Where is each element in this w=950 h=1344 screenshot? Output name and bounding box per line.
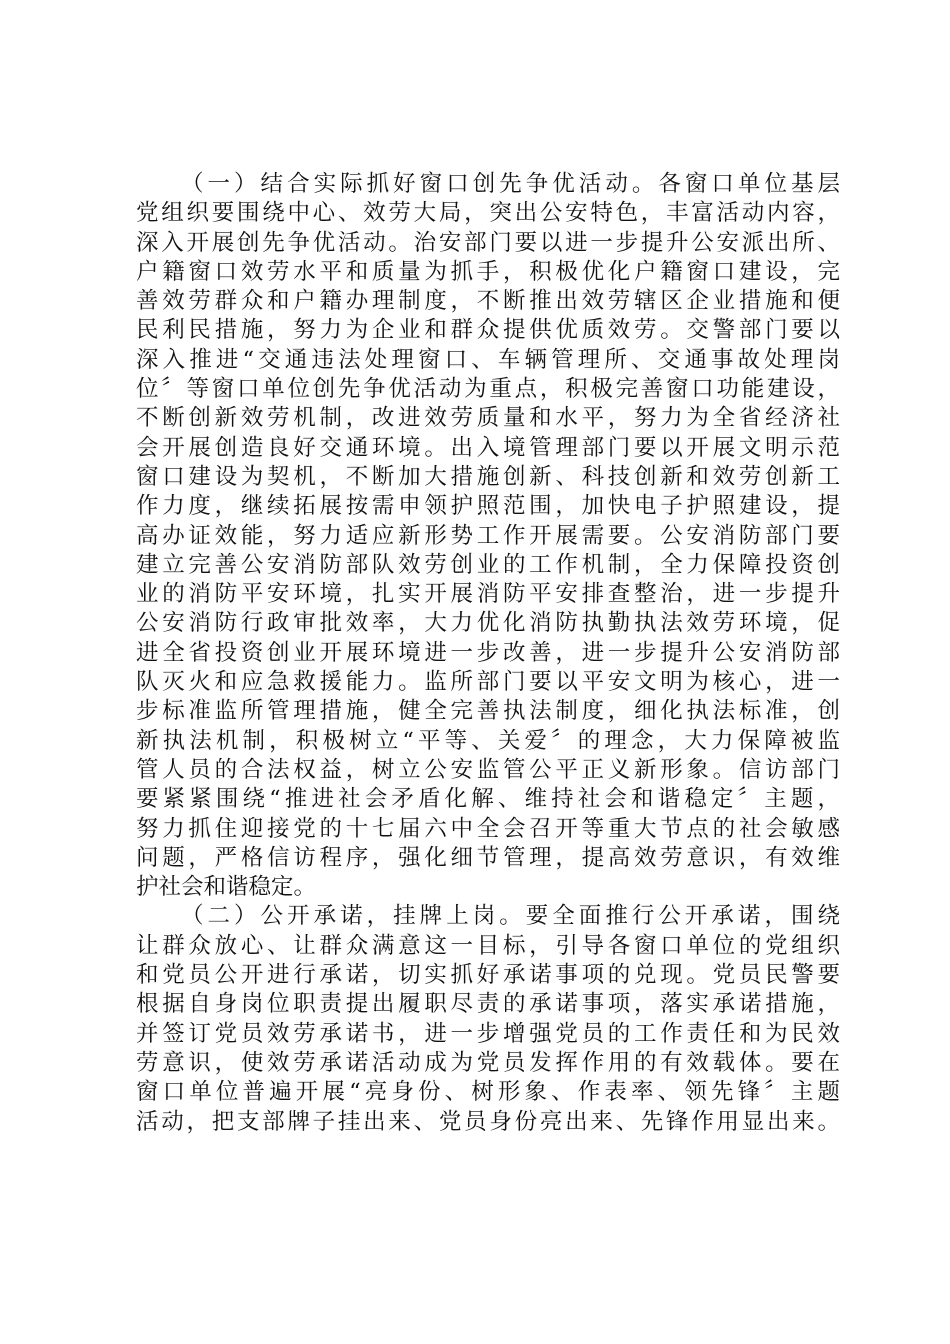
text-line: 窗口建设为契机，不断加大措施创新、科技创新和效劳创新工 bbox=[136, 463, 840, 490]
text-line: 根据自身岗位职责提出履职尽责的承诺事项，落实承诺措施， bbox=[136, 991, 840, 1018]
text-line: 管人员的合法权益，树立公安监管公平正义新形象。信访部门 bbox=[136, 756, 840, 783]
text-line: 深入推进“交通违法处理窗口、车辆管理所、交通事故处理岗 bbox=[136, 346, 840, 373]
text-line: 和党员公开进行承诺，切实抓好承诺事项的兑现。党员民警要 bbox=[136, 962, 840, 989]
text-line: 要紧紧围绕“推进社会矛盾化解、维持社会和谐稳定〞主题， bbox=[136, 786, 840, 813]
text-line: 户籍窗口效劳水平和质量为抓手，积极优化户籍窗口建设，完 bbox=[136, 258, 840, 285]
text-line: 不断创新效劳机制，改进效劳质量和水平，努力为全省经济社 bbox=[136, 405, 840, 432]
text-line: 活动，把支部牌子挂出来、党员身份亮出来、先锋作用显出来。 bbox=[136, 1108, 840, 1135]
text-line: 党组织要围绕中心、效劳大局，突出公安特色，丰富活动内容， bbox=[136, 200, 840, 227]
text-line: 深入开展创先争优活动。治安部门要以进一步提升公安派出所、 bbox=[136, 229, 840, 256]
text-line: 建立完善公安消防部队效劳创业的工作机制，全力保障投资创 bbox=[136, 551, 840, 578]
text-line: 作力度，继续拓展按需申领护照范围，加快电子护照建设，提 bbox=[136, 493, 840, 520]
text-line: 会开展创造良好交通环境。出入境管理部门要以开展文明示范 bbox=[136, 434, 840, 461]
paragraph-1 bbox=[136, 170, 840, 902]
text-line: （二）公开承诺，挂牌上岗。要全面推行公开承诺，围绕 bbox=[181, 903, 840, 930]
text-line: 进全省投资创业开展环境进一步改善，进一步提升公安消防部 bbox=[136, 639, 840, 666]
text-line: 步标准监所管理措施，健全完善执法制度，细化执法标准，创 bbox=[136, 698, 840, 725]
text-line: 队灭火和应急救援能力。监所部门要以平安文明为核心，进一 bbox=[136, 669, 840, 696]
text-line: 让群众放心、让群众满意这一目标，引导各窗口单位的党组织 bbox=[136, 932, 840, 959]
text-line: 民利民措施，努力为企业和群众提供优质效劳。交警部门要以 bbox=[136, 317, 840, 344]
text-line: 问题，严格信访程序，强化细节管理，提高效劳意识，有效维 bbox=[136, 844, 840, 871]
text-line: 劳意识，使效劳承诺活动成为党员发挥作用的有效载体。要在 bbox=[136, 1049, 840, 1076]
text-line: 并签订党员效劳承诺书，进一步增强党员的工作责任和为民效 bbox=[136, 1020, 840, 1047]
text-line: 位〞等窗口单位创先争优活动为重点，积极完善窗口功能建设， bbox=[136, 376, 840, 403]
text-line: 公安消防行政审批效率，大力优化消防执勤执法效劳环境，促 bbox=[136, 610, 840, 637]
text-line: 高办证效能，努力适应新形势工作开展需要。公安消防部门要 bbox=[136, 522, 840, 549]
text-line: 窗口单位普遍开展“亮身份、树形象、作表率、领先锋〞主题 bbox=[136, 1079, 840, 1106]
text-line: 业的消防平安环境，扎实开展消防平安排查整治，进一步提升 bbox=[136, 581, 840, 608]
paragraph-2 bbox=[136, 902, 840, 1136]
document-body bbox=[136, 170, 840, 1137]
text-line: 努力抓住迎接党的十七届六中全会召开等重大节点的社会敏感 bbox=[136, 815, 840, 842]
text-line: 善效劳群众和户籍办理制度，不断推出效劳辖区企业措施和便 bbox=[136, 288, 840, 315]
text-line: （一）结合实际抓好窗口创先争优活动。各窗口单位基层 bbox=[181, 171, 840, 197]
text-line: 护社会和谐稳定。 bbox=[136, 874, 317, 901]
text-line: 新执法机制，积极树立“平等、关爱〞的理念，大力保障被监 bbox=[136, 727, 840, 754]
